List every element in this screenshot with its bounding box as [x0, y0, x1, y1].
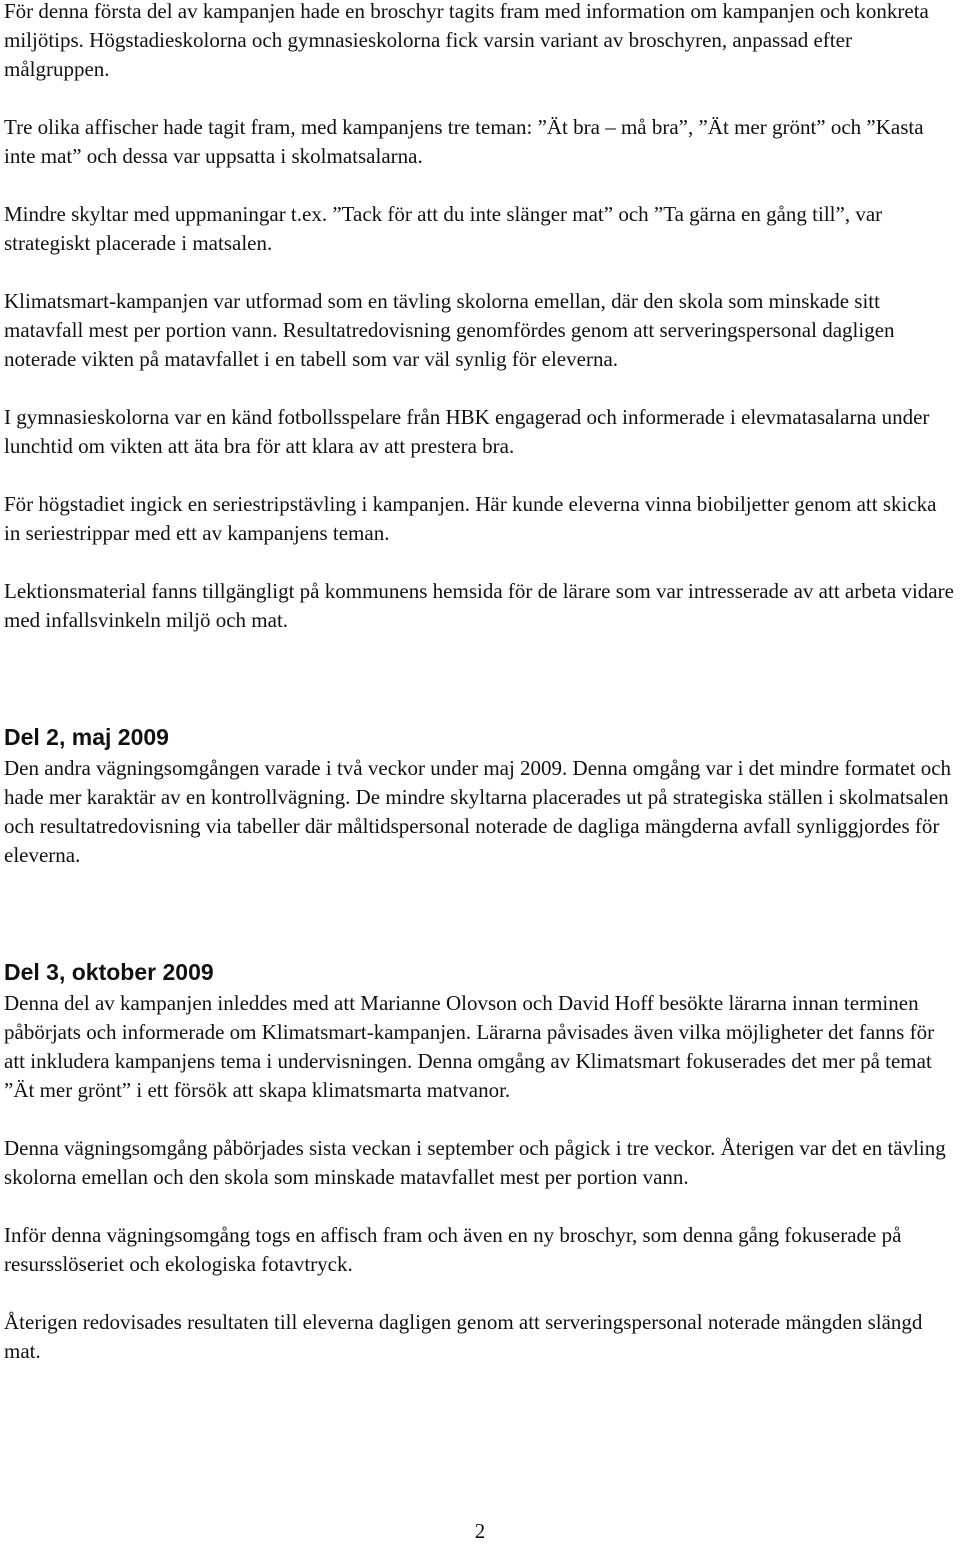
paragraph-competition: Klimatsmart-kampanjen var utformad som en tävling skolorna emellan, där den skola som minskade sitt matavfall mest per portion vann. Resultatredovisning genomfördes genom att serveringspersonal dagligen noterade vikten på matavfallet i en tabell som var väl synlig för eleverna. [4, 289, 895, 371]
paragraph-football-player: I gymnasieskolorna var en känd fotbollsspelare från HBK engagerad och informerade i elevmatasalarna under lunchtid om vikten att äta bra för att klara av att prestera bra. [4, 405, 930, 458]
paragraph-part-3-intro: Denna del av kampanjen inleddes med att Marianne Olovson och David Hoff besökte lärarna innan terminen påbörjats och informerade om Klimatsmart-kampanjen. Lärarna påvisades även vilka möjligheter det fanns för att inkludera kampanjens tema i undervisningen. Denna omgång av Klimatsmart fokuserades det mer på temat ”Ät mer grönt” i ett försök att skapa klimatsmarta matvanor. [4, 991, 935, 1102]
paragraph-signs: Mindre skyltar med uppmaningar t.ex. ”Tack för att du inte slänger mat” och ”Ta gärna en gång till”, var strategiskt placerade i matsalen. [4, 202, 883, 255]
paragraph-part-3-poster: Inför denna vägningsomgång togs en affisch fram och även en ny broschyr, som denna gång fokuserade på resursslöseriet och ekologiska fotavtryck. [4, 1223, 902, 1276]
section-heading-part-3: Del 3, oktober 2009 [4, 959, 214, 985]
paragraph-posters: Tre olika affischer hade tagit fram, med kampanjens tre teman: ”Ät bra – må bra”, ”Ät mer grönt” och ”Kasta inte mat” och dessa var uppsatta i skolmatsalarna. [4, 115, 924, 168]
paragraph-brochure: För denna första del av kampanjen hade en broschyr tagits fram med information om kampanjen och konkreta miljötips. Högstadieskolorna och gymnasieskolorna fick varsin variant av broschyren, anpassad efter målgruppen. [4, 0, 929, 81]
document-page [4, 0, 958, 1366]
paragraph-lesson-material: Lektionsmaterial fanns tillgängligt på kommunens hemsida för de lärare som var intresserade av att arbeta vidare med infallsvinkeln miljö och mat. [4, 579, 954, 632]
section-heading-part-2: Del 2, maj 2009 [4, 724, 169, 750]
page-number: 2 [474, 1519, 486, 1543]
paragraph-part-3-results: Återigen redovisades resultaten till eleverna dagligen genom att serveringspersonal noterade mängden slängd mat. [4, 1310, 923, 1363]
paragraph-part-2: Den andra vägningsomgången varade i två veckor under maj 2009. Denna omgång var i det mindre formatet och hade mer karaktär av en kontrollvägning. De mindre skyltarna placerades ut på strategiska ställen i skolmatsalen och resultatredovisning via tabeller där måltidspersonal noterade de dagliga mängderna avfall synliggjordes för eleverna. [4, 756, 952, 867]
paragraph-comic-contest: För högstadiet ingick en seriestripstävling i kampanjen. Här kunde eleverna vinna biobiljetter genom att skicka in seriestrippar med ett av kampanjens teman. [4, 492, 937, 545]
paragraph-part-3-weighing: Denna vägningsomgång påbörjades sista veckan i september och pågick i tre veckor. Återigen var det en tävling skolorna emellan och den skola som minskade matavfallet mest per portion vann. [4, 1136, 946, 1189]
